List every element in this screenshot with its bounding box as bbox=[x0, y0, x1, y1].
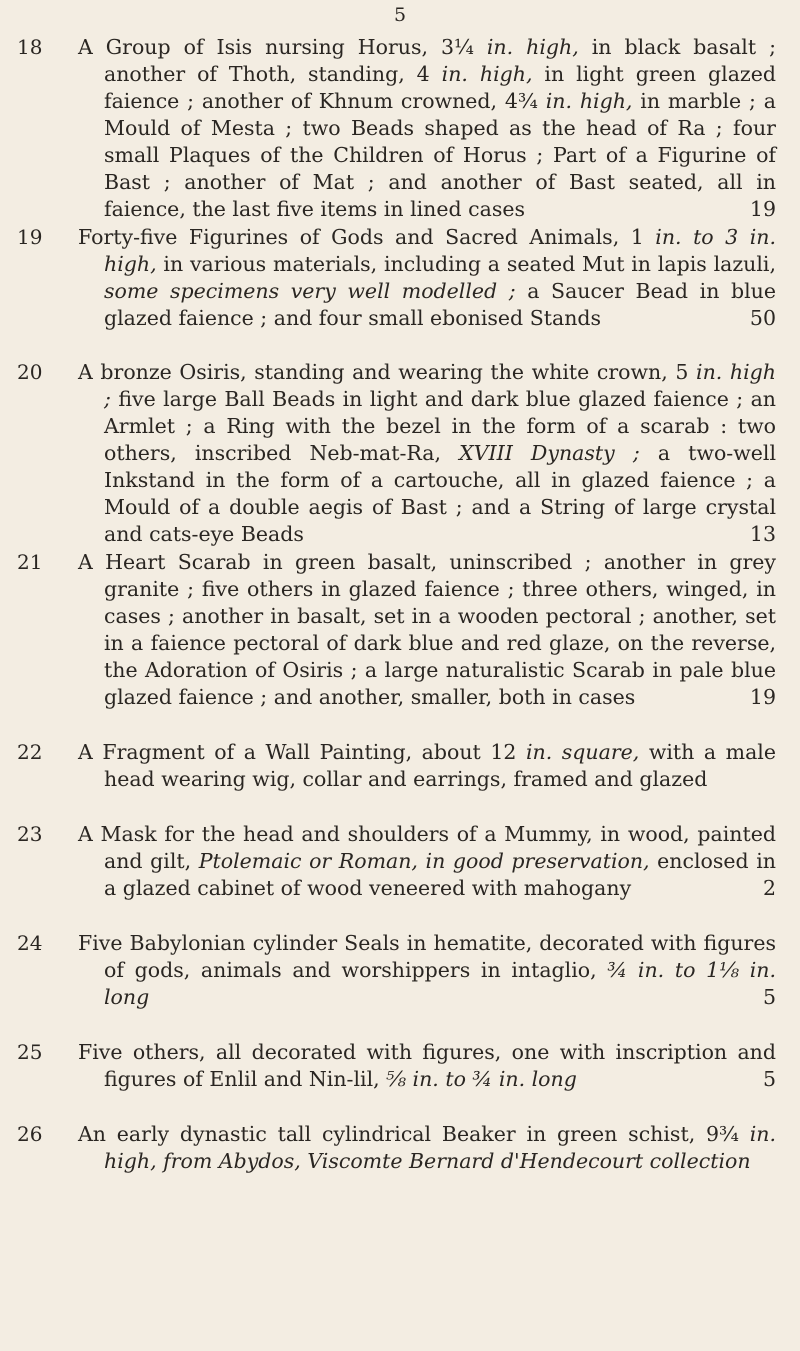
lot-item bbox=[0, 739, 800, 821]
lot-number: 19 bbox=[17, 225, 43, 249]
lot-list bbox=[0, 34, 800, 1181]
lot-number: 21 bbox=[17, 550, 43, 574]
lot-text-run: in. high, bbox=[545, 89, 633, 113]
lot-item bbox=[0, 821, 800, 930]
lot-text-run: in. high, bbox=[486, 35, 579, 59]
lot-text-run: five large Ball Beads in light and dark blue glazed faience ; an Armlet ; a Ring with the bezel in the form of a scarab : two others, inscribed Neb-mat-Ra, bbox=[104, 387, 776, 465]
lot-number: 23 bbox=[17, 822, 43, 846]
lot-item bbox=[0, 34, 800, 224]
lot-text-run: Five Babylonian cylinder Seals in hematite, decorated with figures of gods, animals and worshippers in intaglio, bbox=[78, 931, 776, 982]
lot-text-run: in marble ; a Mould of Mesta ; two Beads shaped as the head of Ra ; four small Plaques of the Children of Horus ; Part of a Figurine of Bast ; another of Mat ; and another of Bast seated, all in faience, the last five items in lined cases bbox=[104, 89, 776, 221]
lot-text-run: A Heart Scarab in green basalt, uninscribed ; another in grey granite ; five others in glazed faience ; three others, winged, in cases ; another in basalt, set in a wooden pectoral ; another, set in a faience pectoral of dark blue and red glaze, on the reverse, the Adoration of Osiris ; a large naturalistic Scarab in pale blue glazed faience ; and another, smaller, both in cases bbox=[78, 550, 776, 709]
lot-text-run: A Mask for the head and shoulders of a Mummy, in wood, painted and gilt, bbox=[78, 822, 776, 873]
lot-text-run: A bronze Osiris, standing and wearing the white crown, 5 bbox=[78, 360, 697, 384]
lot-count: 2 bbox=[762, 876, 776, 900]
lot-count: 19 bbox=[749, 197, 776, 221]
lot-text-run: in. square, bbox=[525, 740, 640, 764]
lot-count: 5 bbox=[762, 985, 776, 1009]
lot-text-run: A Fragment of a Wall Painting, about 12 bbox=[78, 740, 526, 764]
lot-description bbox=[78, 821, 776, 902]
lot-item bbox=[0, 1121, 800, 1181]
lot-item bbox=[0, 549, 800, 739]
lot-number: 18 bbox=[17, 35, 43, 59]
lot-text-run: a two-well Inkstand in the form of a cartouche, all in glazed faience ; a Mould of a double aegis of Bast ; and a String of large crystal and cats-eye Beads bbox=[104, 441, 776, 546]
lot-count: 5 bbox=[762, 1067, 776, 1091]
page-number: 5 bbox=[393, 4, 407, 26]
lot-text-run: enclosed in a glazed cabinet of wood veneered with mahogany bbox=[104, 849, 777, 900]
lot-description bbox=[78, 739, 776, 793]
lot-text-run: in. high, from Abydos, Viscomte Bernard d'Hendecourt collection bbox=[104, 1122, 776, 1173]
lot-text-run: in. to 3 in. high, bbox=[104, 225, 776, 276]
lot-text-run: A Group of Isis nursing Horus, 3¼ bbox=[78, 35, 487, 59]
lot-description bbox=[78, 34, 776, 223]
lot-description bbox=[78, 224, 776, 332]
lot-text-run: ¾ in. to 1⅛ in. long bbox=[104, 958, 776, 1009]
lot-item bbox=[0, 1039, 800, 1121]
lot-number: 26 bbox=[17, 1122, 43, 1146]
lot-description bbox=[78, 1039, 776, 1093]
lot-text-run: some specimens very well modelled ; bbox=[104, 279, 516, 303]
lot-text-run: XVIII Dynasty ; bbox=[459, 441, 640, 465]
lot-count: 50 bbox=[749, 306, 776, 330]
lot-text-run: An early dynastic tall cylindrical Beaker in green schist, 9¾ bbox=[78, 1122, 750, 1146]
lot-text-run: in various materials, including a seated Mut in lapis lazuli, bbox=[156, 252, 776, 276]
lot-text-run: in. high, bbox=[441, 62, 533, 86]
lot-number: 22 bbox=[17, 740, 43, 764]
lot-description bbox=[78, 1121, 776, 1175]
lot-text-run: Five others, all decorated with figures, one with inscription and figures of Enlil and Nin-lil, bbox=[78, 1040, 776, 1091]
lot-text-run: in. high ; bbox=[104, 360, 776, 411]
lot-text-run: ⅝ in. to ¾ in. long bbox=[386, 1067, 577, 1091]
lot-description bbox=[78, 359, 776, 548]
lot-number: 20 bbox=[17, 360, 43, 384]
lot-text-run: Forty-five Figurines of Gods and Sacred Animals, 1 bbox=[78, 225, 656, 249]
lot-text-run: a Saucer Bead in blue glazed faience ; and four small ebonised Stands bbox=[104, 279, 776, 330]
lot-text-run: in light green glazed faience ; another of Khnum crowned, 4¾ bbox=[104, 62, 776, 113]
lot-item bbox=[0, 224, 800, 359]
lot-count: 19 bbox=[749, 685, 776, 709]
lot-text-run: Ptolemaic or Roman, in good preservation, bbox=[198, 849, 650, 873]
lot-count: 13 bbox=[749, 522, 776, 546]
lot-text-run: with a male head wearing wig, collar and earrings, framed and glazed bbox=[104, 740, 777, 791]
lot-description bbox=[78, 930, 776, 1011]
lot-number: 25 bbox=[17, 1040, 43, 1064]
lot-item bbox=[0, 359, 800, 549]
lot-text-run: in black basalt ; another of Thoth, standing, 4 bbox=[104, 35, 776, 86]
lot-description bbox=[78, 549, 776, 711]
lot-number: 24 bbox=[17, 931, 43, 955]
lot-item bbox=[0, 930, 800, 1039]
